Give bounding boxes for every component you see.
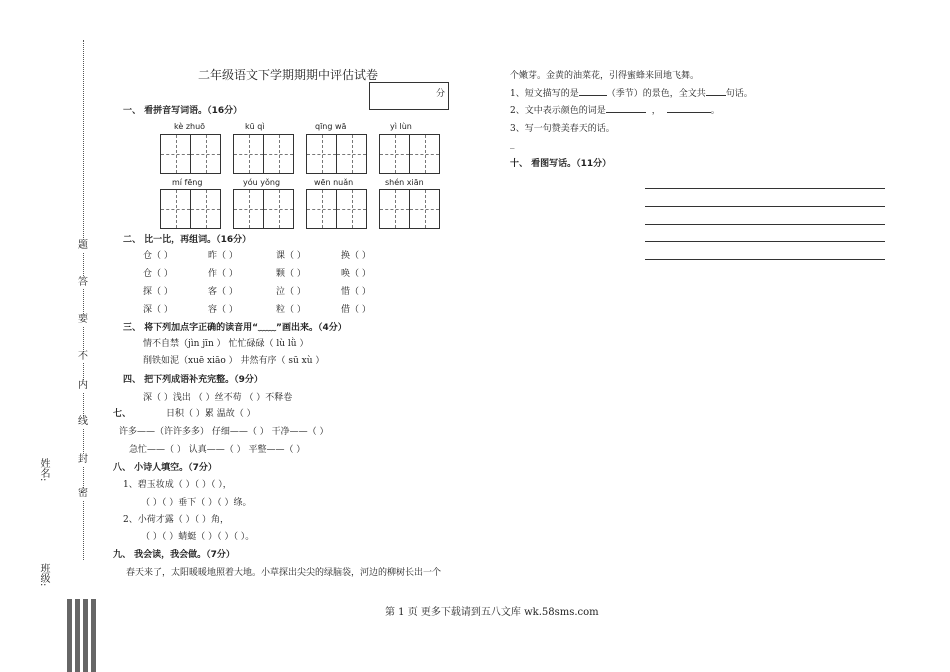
class-label: 班级: xyxy=(38,563,49,587)
writing-line[interactable] xyxy=(645,224,885,225)
binding-char: 密 xyxy=(78,488,88,499)
question-text: ， xyxy=(651,106,661,116)
word-pair-item: 惜（ ） xyxy=(341,287,371,297)
section-1-heading: 一、 看拼音写词语。（16分） xyxy=(123,106,243,116)
reading-question-1 xyxy=(510,86,753,99)
answer-blank-mark[interactable]: _ xyxy=(510,139,515,149)
binding-char: 封 xyxy=(78,454,88,465)
reading-passage: 春天来了，太阳暖暖地照着大地。小草探出尖尖的绿脑袋，河边的柳树长出一个 xyxy=(126,568,442,578)
question-text: 句话。 xyxy=(725,89,753,99)
binding-char: 答 xyxy=(78,277,88,288)
writing-grid[interactable] xyxy=(379,189,440,229)
answer-blank[interactable] xyxy=(706,86,726,96)
section-7-heading: 七、 xyxy=(113,409,132,419)
student-name-label: 姓名: xyxy=(38,458,49,482)
binding-line xyxy=(83,40,84,560)
word-pair-item: 换（ ） xyxy=(341,251,371,261)
question-text: 1、短文描写的是 xyxy=(510,89,579,99)
section-3-heading: 三、 将下列加点字正确的读音用“﹏﹏”画出来。（4分） xyxy=(123,323,347,333)
section-10-heading: 十、 看图写话。（11分） xyxy=(510,159,612,169)
question-text: 。 xyxy=(710,106,720,116)
writing-grid[interactable] xyxy=(233,189,294,229)
binding-char: 线 xyxy=(78,416,88,427)
writing-grid[interactable] xyxy=(233,134,294,174)
poem-line: 1、碧玉妆成（ ）（ ）（ ）， xyxy=(123,480,232,490)
pinyin-label: kè zhuō xyxy=(174,122,206,131)
word-pair-item: 探（ ） xyxy=(143,287,173,297)
section-2-heading: 二、 比一比，再组词。（16分） xyxy=(123,235,252,245)
reduplication-item: 许多——（许许多多） 仔细——（ ） 干净——（ ） xyxy=(119,427,329,437)
word-pair-item: 作（ ） xyxy=(208,269,238,279)
writing-grid[interactable] xyxy=(160,134,221,174)
score-box[interactable] xyxy=(369,82,449,110)
pinyin-label: yì lùn xyxy=(390,122,412,131)
writing-line[interactable] xyxy=(645,241,885,242)
word-pair-item: 课（ ） xyxy=(276,251,306,261)
word-pair-item: 容（ ） xyxy=(208,305,238,315)
pinyin-label: shén xiān xyxy=(385,178,424,187)
question-text: 2、文中表示颜色的词是 xyxy=(510,106,606,116)
pinyin-label: yóu yǒng xyxy=(243,178,281,187)
page-footer: 第 1 页 更多下载请到五八文库 wk.58sms.com xyxy=(385,607,599,618)
pinyin-label: kū qì xyxy=(245,122,265,131)
decorative-pattern xyxy=(67,599,97,672)
pronunciation-item: 削铁如泥（xuē xiāo ） 井然有序（ sū xù ） xyxy=(143,356,325,366)
word-pair-item: 仓（ ） xyxy=(143,251,173,261)
idiom-item: 深（ ）浅出 （ ）丝不苟 （ ）不释卷 xyxy=(143,393,293,403)
section-9-heading: 九、 我会读，我会做。（7分） xyxy=(113,550,235,560)
writing-grid[interactable] xyxy=(160,189,221,229)
pinyin-label: qīng wā xyxy=(315,122,347,131)
pinyin-label: wēn nuǎn xyxy=(314,178,354,187)
binding-char: 内 xyxy=(78,380,88,391)
poem-line: 2、小荷才露（ ）（ ）角， xyxy=(123,515,229,525)
writing-line[interactable] xyxy=(645,206,885,207)
writing-grid[interactable] xyxy=(306,189,367,229)
page-title: 二年级语文下学期期期中评估试卷 xyxy=(198,68,379,82)
word-pair-item: 借（ ） xyxy=(341,305,371,315)
section-8-heading: 八、 小诗人填空。（7分） xyxy=(113,463,217,473)
reading-question-2 xyxy=(510,103,720,116)
word-pair-item: 泣（ ） xyxy=(276,287,306,297)
reduplication-item: 急忙——（ ） 认真——（ ） 平整——（ ） xyxy=(129,445,306,455)
score-label: 分 xyxy=(435,89,445,99)
pinyin-label: mí fēng xyxy=(172,178,203,187)
word-pair-item: 颗（ ） xyxy=(276,269,306,279)
answer-blank[interactable] xyxy=(667,103,711,113)
answer-blank[interactable] xyxy=(606,103,646,113)
word-pair-item: 仓（ ） xyxy=(143,269,173,279)
writing-grid[interactable] xyxy=(306,134,367,174)
poem-line: （ ）（ ）垂下（ ）（ ）绦。 xyxy=(141,498,252,508)
answer-blank[interactable] xyxy=(579,86,607,96)
idiom-item: 日积（ ）累 温故（ ） xyxy=(166,409,256,419)
section-4-heading: 四、 把下列成语补充完整。（9分） xyxy=(123,375,263,385)
pronunciation-item: 情不自禁（jìn jīn ） 忙忙碌碌（ lù lǜ ） xyxy=(143,339,309,349)
question-text: （季节）的景色，全文共 xyxy=(606,89,706,99)
word-pair-item: 昨（ ） xyxy=(208,251,238,261)
reading-passage: 个嫩芽。金黄的油菜花，引得蜜蜂来回地飞舞。 xyxy=(510,71,700,81)
writing-grid[interactable] xyxy=(379,134,440,174)
word-pair-item: 唤（ ） xyxy=(341,269,371,279)
word-pair-item: 客（ ） xyxy=(208,287,238,297)
writing-line[interactable] xyxy=(645,188,885,189)
writing-line[interactable] xyxy=(645,259,885,260)
binding-char: 要 xyxy=(78,314,88,325)
reading-question-3: 3、写一句赞美春天的话。 xyxy=(510,124,615,134)
binding-char: 不 xyxy=(78,351,88,362)
word-pair-item: 粒（ ） xyxy=(276,305,306,315)
poem-line: （ ）（ ）蜻蜓（ ）（ ）（ ）。 xyxy=(141,532,255,542)
binding-char: 题 xyxy=(78,240,88,251)
word-pair-item: 深（ ） xyxy=(143,305,173,315)
